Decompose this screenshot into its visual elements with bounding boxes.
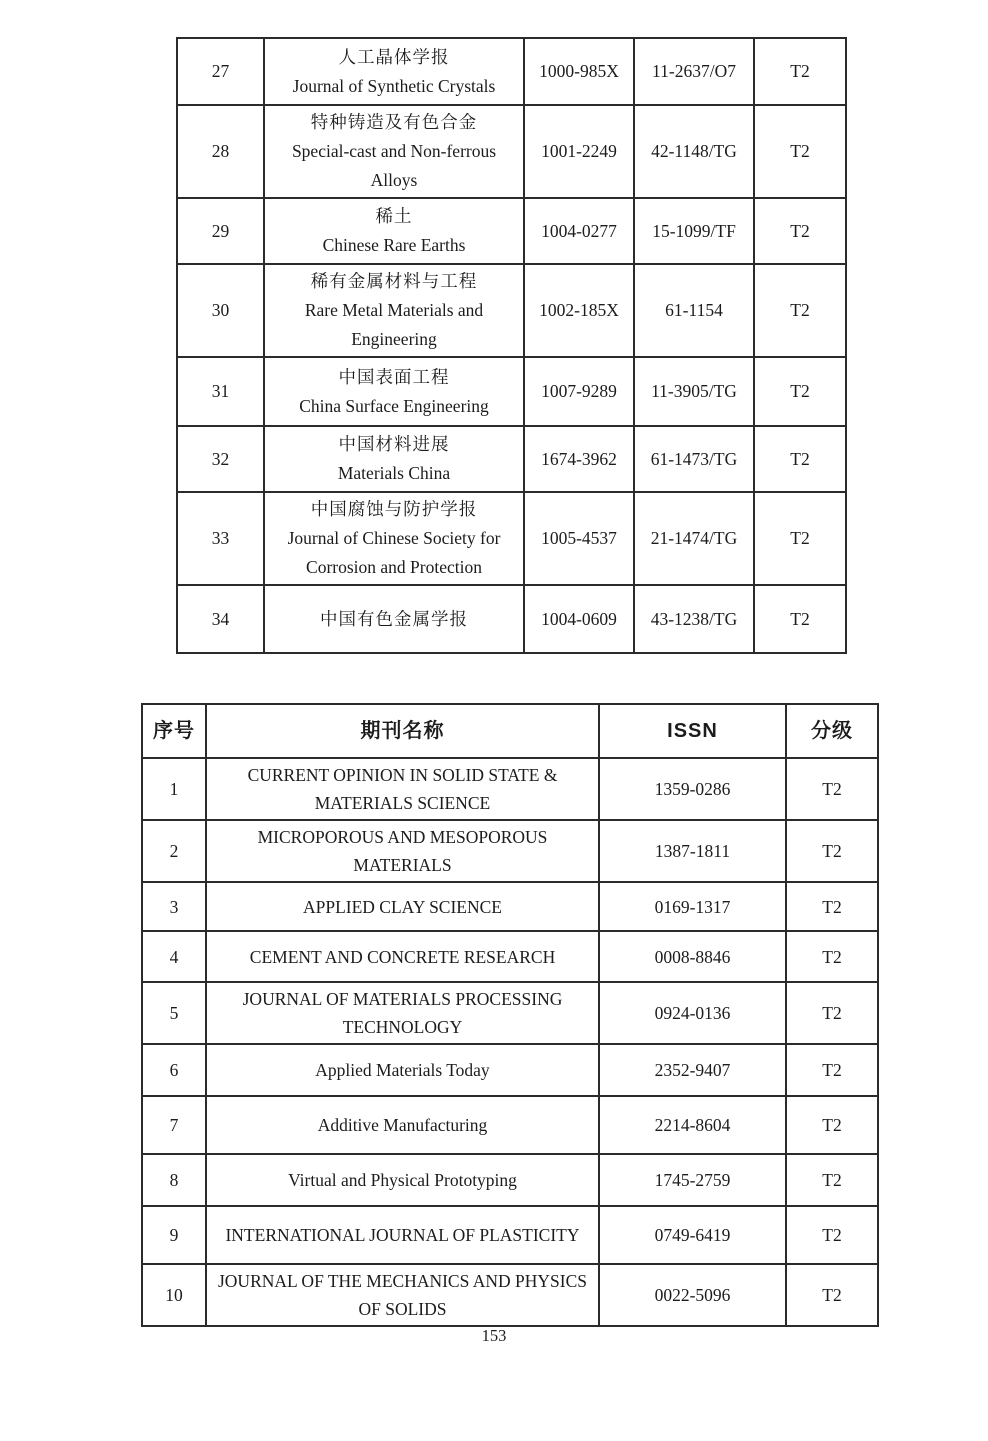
issn-cell: 1359-0286 [599, 758, 786, 820]
table-row [177, 492, 846, 585]
row-number-cell: 28 [177, 105, 264, 198]
grade-cell: T2 [786, 982, 878, 1044]
row-number-cell: 10 [142, 1264, 206, 1326]
grade-cell: T2 [786, 758, 878, 820]
journal-name-cell: JOURNAL OF MATERIALS PROCESSING TECHNOLOGY [206, 982, 599, 1044]
issn-cell: 1674-3962 [524, 426, 634, 492]
table-row [142, 758, 878, 820]
row-number-cell: 8 [142, 1154, 206, 1206]
table-row [142, 1096, 878, 1154]
row-number-cell: 5 [142, 982, 206, 1044]
journal-name-cn: 中国表面工程 [338, 366, 450, 387]
cn-number-cell: 42-1148/TG [634, 105, 754, 198]
cn-number-cell: 21-1474/TG [634, 492, 754, 585]
row-number-cell: 33 [177, 492, 264, 585]
cn-number-cell: 61-1473/TG [634, 426, 754, 492]
grade-cell: T2 [754, 264, 846, 357]
journal-name-en: China Surface Engineering [299, 395, 489, 416]
header-serial-number: 序号 [142, 704, 206, 758]
header-journal-name: 期刊名称 [206, 704, 599, 758]
journal-name-cn: 稀土 [375, 206, 413, 226]
cn-number-cell: 61-1154 [634, 264, 754, 357]
row-number-cell: 31 [177, 357, 264, 426]
grade-cell: T2 [786, 1096, 878, 1154]
journal-name-cell: CURRENT OPINION IN SOLID STATE & MATERIALS SCIENCE [206, 758, 599, 820]
issn-cell: 1745-2759 [599, 1154, 786, 1206]
journal-name-cell: Applied Materials Today [206, 1044, 599, 1096]
journal-table-cn-body [177, 38, 846, 653]
row-number-cell: 30 [177, 264, 264, 357]
journal-table-cn [176, 37, 847, 654]
journal-name-cn: 中国有色金属学报 [320, 608, 468, 629]
journal-name-cell: APPLIED CLAY SCIENCE [206, 882, 599, 931]
table-row [142, 882, 878, 931]
journal-table-intl-header [142, 704, 878, 758]
journal-name-cn: 中国腐蚀与防护学报 [310, 499, 478, 519]
journal-name-en: Special-cast and Non-ferrous Alloys [291, 141, 497, 190]
journal-name-cn: 人工晶体学报 [338, 46, 450, 67]
header-grade: 分级 [786, 704, 878, 758]
table-row [177, 426, 846, 492]
issn-cell: 0022-5096 [599, 1264, 786, 1326]
issn-cell: 2352-9407 [599, 1044, 786, 1096]
table-row [142, 982, 878, 1044]
table-row [142, 1154, 878, 1206]
grade-cell: T2 [754, 105, 846, 198]
journal-name-en: Chinese Rare Earths [322, 235, 466, 255]
journal-name-en: Journal of Synthetic Crystals [292, 75, 496, 96]
page-number: 153 [481, 1326, 507, 1345]
journal-name-cell [264, 105, 524, 198]
journal-name-cell: INTERNATIONAL JOURNAL OF PLASTICITY [206, 1206, 599, 1264]
journal-name-cell: JOURNAL OF THE MECHANICS AND PHYSICS OF SOLIDS [206, 1264, 599, 1326]
row-number-cell: 27 [177, 38, 264, 105]
journal-table-intl [141, 703, 879, 1327]
grade-cell: T2 [786, 1264, 878, 1326]
table-row [142, 1264, 878, 1326]
issn-cell: 0008-8846 [599, 931, 786, 982]
row-number-cell: 34 [177, 585, 264, 653]
cn-number-cell: 11-2637/O7 [634, 38, 754, 105]
row-number-cell: 6 [142, 1044, 206, 1096]
row-number-cell: 1 [142, 758, 206, 820]
journal-name-cell [264, 426, 524, 492]
journal-name-cell: CEMENT AND CONCRETE RESEARCH [206, 931, 599, 982]
row-number-cell: 9 [142, 1206, 206, 1264]
grade-cell: T2 [754, 198, 846, 264]
issn-cell: 1004-0277 [524, 198, 634, 264]
issn-cell: 1387-1811 [599, 820, 786, 882]
grade-cell: T2 [786, 1044, 878, 1096]
journal-name-en: Materials China [337, 463, 451, 483]
issn-cell: 1005-4537 [524, 492, 634, 585]
journal-name-cell [264, 264, 524, 357]
journal-name-cn: 特种铸造及有色合金 [310, 112, 478, 132]
row-number-cell: 32 [177, 426, 264, 492]
issn-cell: 1004-0609 [524, 585, 634, 653]
row-number-cell: 3 [142, 882, 206, 931]
issn-cell: 1001-2249 [524, 105, 634, 198]
journal-name-cell: MICROPOROUS AND MESOPOROUS MATERIALS [206, 820, 599, 882]
journal-name-en: Journal of Chinese Society for Corrosion and Protection [287, 528, 501, 577]
journal-name-cell [264, 492, 524, 585]
journal-name-cell [264, 38, 524, 105]
table-row [177, 357, 846, 426]
grade-cell: T2 [786, 1206, 878, 1264]
issn-cell: 0749-6419 [599, 1206, 786, 1264]
row-number-cell: 2 [142, 820, 206, 882]
issn-cell: 2214-8604 [599, 1096, 786, 1154]
header-issn: ISSN [599, 704, 786, 758]
table-row [142, 931, 878, 982]
table-row [177, 105, 846, 198]
grade-cell: T2 [754, 492, 846, 585]
journal-name-cell [264, 198, 524, 264]
journal-name-cn: 稀有金属材料与工程 [310, 271, 478, 291]
issn-cell: 1002-185X [524, 264, 634, 357]
cn-number-cell: 15-1099/TF [634, 198, 754, 264]
row-number-cell: 4 [142, 931, 206, 982]
grade-cell: T2 [754, 38, 846, 105]
table-row [142, 820, 878, 882]
table-row [177, 198, 846, 264]
grade-cell: T2 [786, 1154, 878, 1206]
grade-cell: T2 [786, 931, 878, 982]
row-number-cell: 29 [177, 198, 264, 264]
issn-cell: 1000-985X [524, 38, 634, 105]
issn-cell: 1007-9289 [524, 357, 634, 426]
journal-table-intl-body [142, 758, 878, 1326]
issn-cell: 0924-0136 [599, 982, 786, 1044]
row-number-cell: 7 [142, 1096, 206, 1154]
table-row [142, 1044, 878, 1096]
grade-cell: T2 [754, 357, 846, 426]
grade-cell: T2 [786, 882, 878, 931]
journal-name-en: Rare Metal Materials and Engineering [304, 300, 484, 349]
journal-name-cell: Additive Manufacturing [206, 1096, 599, 1154]
table-row [177, 585, 846, 653]
header-row [142, 704, 878, 758]
cn-number-cell: 11-3905/TG [634, 357, 754, 426]
grade-cell: T2 [786, 820, 878, 882]
journal-name-cell [264, 357, 524, 426]
table-row [177, 38, 846, 105]
table-row [142, 1206, 878, 1264]
journal-name-cell: Virtual and Physical Prototyping [206, 1154, 599, 1206]
cn-number-cell: 43-1238/TG [634, 585, 754, 653]
grade-cell: T2 [754, 426, 846, 492]
issn-cell: 0169-1317 [599, 882, 786, 931]
grade-cell: T2 [754, 585, 846, 653]
journal-name-cell [264, 585, 524, 653]
journal-name-cn: 中国材料进展 [338, 434, 450, 454]
table-row [177, 264, 846, 357]
